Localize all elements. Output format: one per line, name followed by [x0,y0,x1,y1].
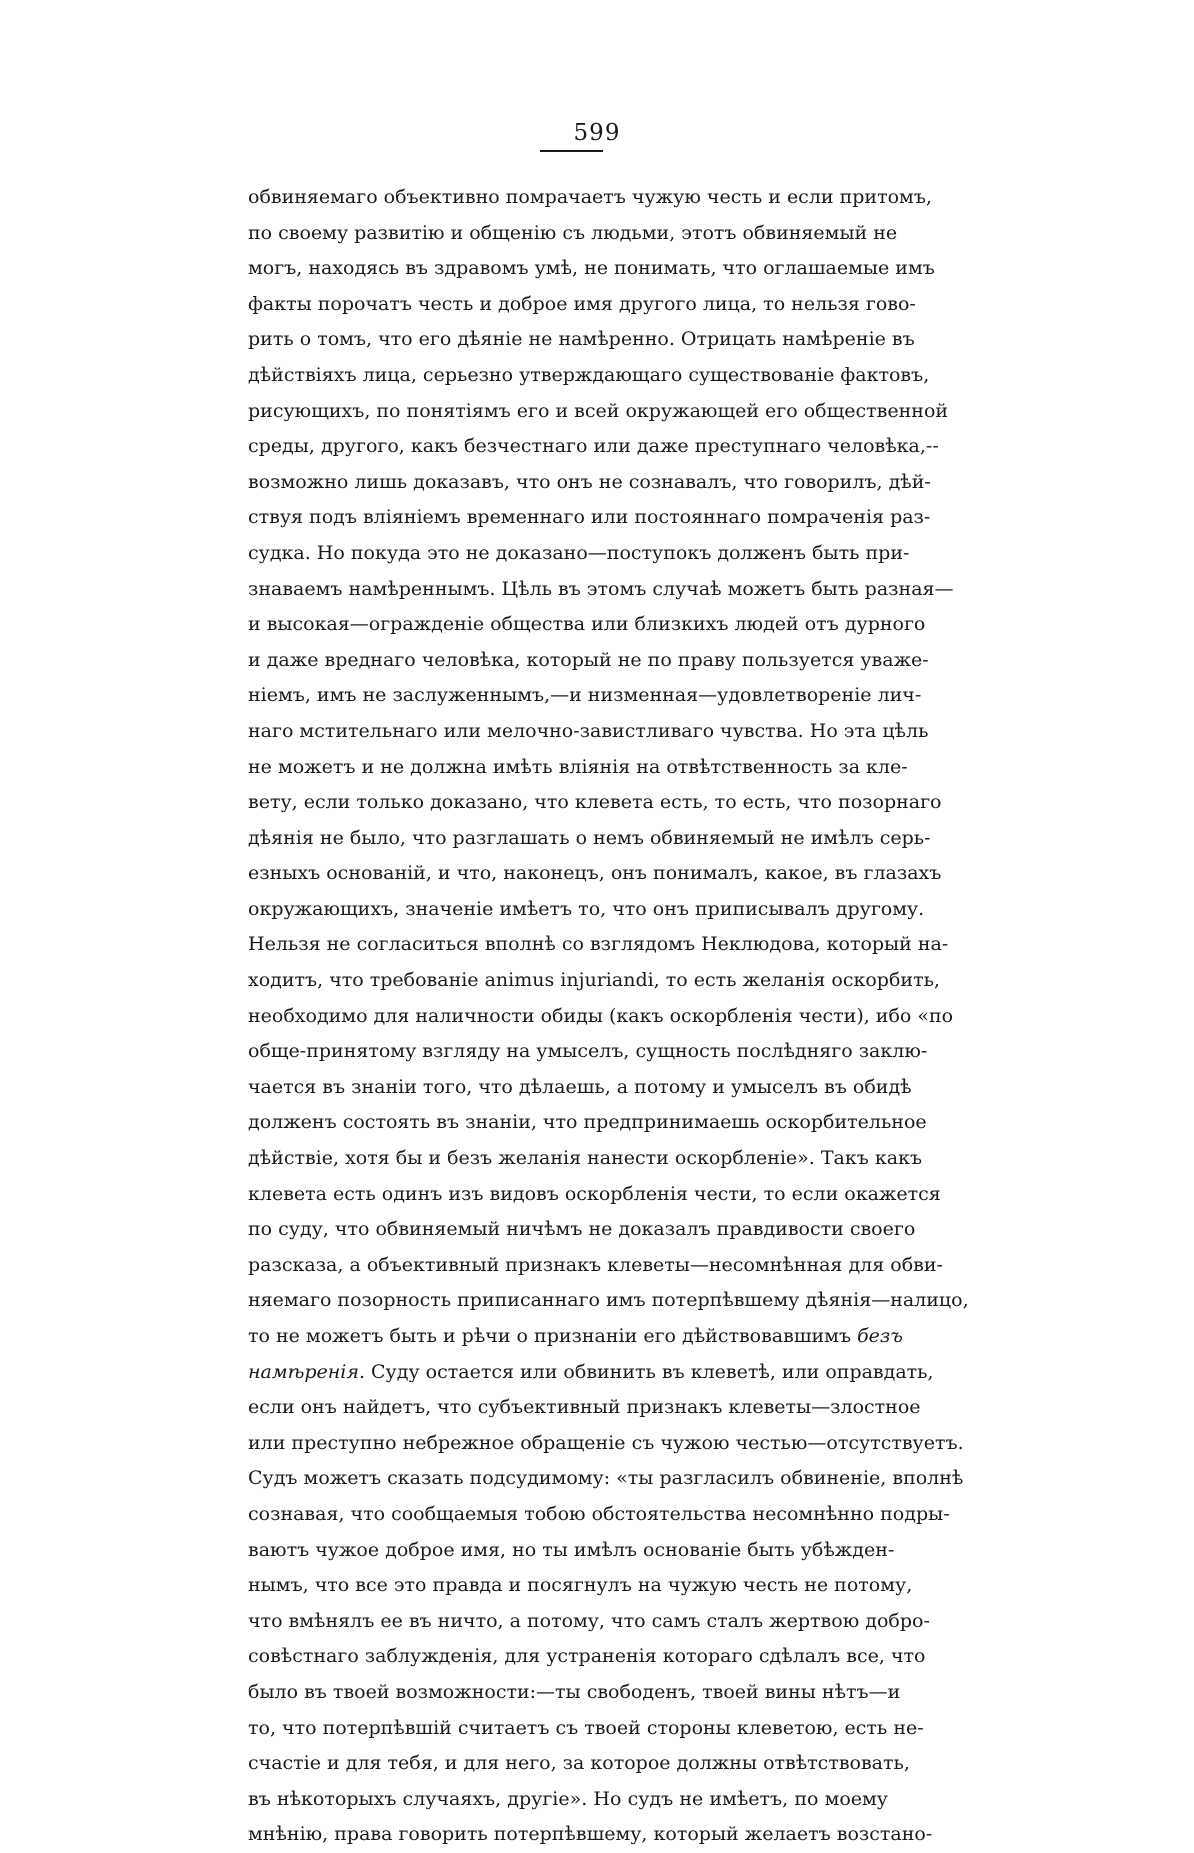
text-line [248,785,942,821]
text-line-content: то не можетъ быть и рѣчи о признанiи его дѣйствовавшимъ [248,1325,852,1347]
text-line [248,1711,924,1747]
text-line-content: нымъ, что все это правда и посягнулъ на чужую честь не потому, [248,1574,913,1597]
text-line [248,892,925,928]
text-line-content: факты порочатъ честь и доброе имя другого лица, то нельзя гово- [248,292,916,315]
text-line [248,287,916,323]
text-line [248,1604,930,1640]
text-line-content: няемаго позорность приписаннаго имъ потерпѣвшему дѣянiя—налицо, [248,1289,969,1312]
text-line [248,643,929,679]
text-line [248,678,922,714]
text-line-content: ваютъ чужое доброе имя, но ты имѣлъ основанiе быть убѣжден- [248,1538,895,1561]
text-line [248,1212,916,1248]
text-line-content: было въ твоей возможности:—ты свободенъ, твоей вины нѣтъ—и [248,1680,901,1703]
text-line-content: обще-принятому взгляду на умыселъ, сущность послѣдняго заклю- [248,1040,928,1063]
text-line-content: или преступно небрежное обращенiе съ чужою честью—отсутствуетъ. [248,1431,964,1454]
text-line-content: совѣстнаго заблужденiя, для устраненiя котораго сдѣлалъ все, что [248,1645,926,1668]
text-line [248,572,954,608]
text-line [248,216,898,252]
text-line-content: не можетъ и не должна имѣть влiянiя на отвѣтственность за кле- [248,755,908,778]
text-line [248,1817,933,1853]
text-line-content: рить о томъ, что его дѣянiе не намѣренно. Отрицать намѣренiе въ [248,328,915,351]
text-line [248,1497,950,1533]
text-line-content: Судъ можетъ сказать подсудимому: «ты разгласилъ обвиненiе, вполнѣ [248,1467,964,1490]
text-line-content: что вмѣнялъ ее въ ничто, а потому, что самъ сталъ жертвою добро- [248,1609,930,1632]
text-line [248,1568,913,1604]
text-line-content: по суду, что обвиняемый ничѣмъ не доказалъ правдивости своего [248,1218,916,1241]
text-line-content: по своему развитiю и общенiю съ людьми, этотъ обвиняемый не [248,221,898,244]
text-line [248,500,931,536]
text-line-content: разсказа, а объективный признакъ клеветы—несомнѣнная для обви- [248,1253,943,1276]
text-line-content: чается въ знанiи того, что дѣлаешь, а потому и умыселъ въ обидѣ [248,1075,912,1098]
text-line [248,1426,964,1462]
text-line [248,358,930,394]
page-number-underline [540,150,603,152]
text-line [248,1248,943,1284]
text-line-content: окружающихъ, значенiе имѣетъ то, что онъ приписывалъ другому. [248,897,925,920]
text-line-content: намѣренiя. Суду остается или обвинить въ клеветѣ, или оправдать, [248,1360,934,1383]
text-line-content: дѣйствiе, хотя бы и безъ желанiя нанести оскорбленiе». Такъ какъ [248,1147,923,1170]
text-line-content: наго мстительнаго или мелочно-завистливаго чувства. Но эта цѣль [248,719,929,742]
text-line [248,1319,903,1355]
text-line [248,1746,910,1782]
text-line [248,1675,901,1711]
text-line [248,1283,969,1319]
text-line-content: обвиняемаго объективно помрачаетъ чужую честь и если притомъ, [248,186,932,208]
text-line [248,180,932,216]
text-line-content: вету, если только доказано, что клевета есть, то есть, что позорнаго [248,791,942,814]
text-line [248,1782,888,1818]
text-line-content: дѣйствiяхъ лица, серьезно утверждающаго существованiе фактовъ, [248,363,930,386]
text-line [248,1639,926,1675]
italic-word: безъ [857,1325,903,1347]
text-line [248,1105,927,1141]
text-line [248,1461,964,1497]
text-line-content: возможно лишь доказавъ, что онъ не сознавалъ, что говорилъ, дѣй- [248,470,931,493]
text-line-content: судка. Но покуда это не доказано—поступокъ долженъ быть при- [248,541,910,564]
text-line [248,750,908,786]
text-line-content: нiемъ, имъ не заслуженнымъ,—и низменная—удовлетворенiе лич- [248,684,922,707]
text-line-content: знаваемъ намѣреннымъ. Цѣль въ этомъ случаѣ можетъ быть разная— [248,577,954,600]
text-line [248,1390,921,1426]
text-line-content: ходитъ, что требованiе animus injuriandi, то есть желанiя оскорбить, [248,969,940,992]
text-line-content: и высокая—огражденiе общества или близкихъ людей отъ дурного [248,613,926,636]
text-line-content: и даже вреднаго человѣка, который не по праву пользуется уваже- [248,648,929,671]
text-line-content: могъ, находясь въ здравомъ умѣ, не понимать, что оглашаемые имъ [248,257,935,280]
text-line [248,1141,923,1177]
text-line-content: въ нѣкоторыхъ случаяхъ, другiе». Но судъ не имѣетъ, по моему [248,1787,888,1810]
text-line-content: если онъ найдетъ, что субъективный признакъ клеветы—злостное [248,1396,921,1419]
italic-word: намѣренiя. [248,1360,365,1383]
text-line [248,1070,912,1106]
text-line [248,1533,895,1569]
text-line-content: дѣянiя не было, что разглашать о немъ обвиняемый не имѣлъ серь- [248,826,931,849]
text-line-content: Нельзя не согласиться вполнѣ со взглядомъ Неклюдова, который на- [248,933,949,956]
text-line [248,1355,934,1391]
text-line-content: ствуя подъ влiянiемъ временнаго или постояннаго помраченiя раз- [248,506,931,529]
text-line-content: мнѣнiю, права говорить потерпѣвшему, который желаетъ возстано- [248,1823,933,1846]
text-line [248,251,935,287]
text-line-content: долженъ состоять въ знанiи, что предпринимаешь оскорбительное [248,1111,927,1134]
text-line [248,1034,928,1070]
text-line-content: среды, другого, какъ безчестнаго или даже преступнаго человѣка,-- [248,435,939,458]
text-line-content: необходимо для наличности обиды (какъ оскорбленiя чести), ибо «по [248,1004,954,1027]
text-line [248,714,929,750]
page-number: 599 [573,120,621,146]
text-line [248,607,926,643]
text-line-content: клевета есть одинъ изъ видовъ оскорбленiя чести, то если окажется [248,1182,941,1205]
text-line-content: сознавая, что сообщаемыя тобою обстоятельства несомнѣнно подры- [248,1502,950,1525]
text-line-content: езныхъ основанiй, и что, наконецъ, онъ понималъ, какое, въ глазахъ [248,862,942,885]
text-line [248,821,931,857]
text-line [248,536,910,572]
text-line-content: рисующихъ, по понятiямъ его и всей окружающей его общественной [248,399,949,422]
text-line-content: то, что потерпѣвшiй считаетъ съ твоей стороны клеветою, есть не- [248,1716,924,1739]
text-line [248,429,939,465]
text-line [248,322,915,358]
body-text [248,180,969,1853]
text-line-content: счастiе и для тебя, и для него, за которое должны отвѣтствовать, [248,1752,910,1775]
text-line [248,1177,941,1213]
text-line [248,927,949,963]
text-line [248,963,940,999]
text-line [248,465,931,501]
text-line [248,999,954,1035]
text-line [248,856,942,892]
text-line [248,394,949,430]
